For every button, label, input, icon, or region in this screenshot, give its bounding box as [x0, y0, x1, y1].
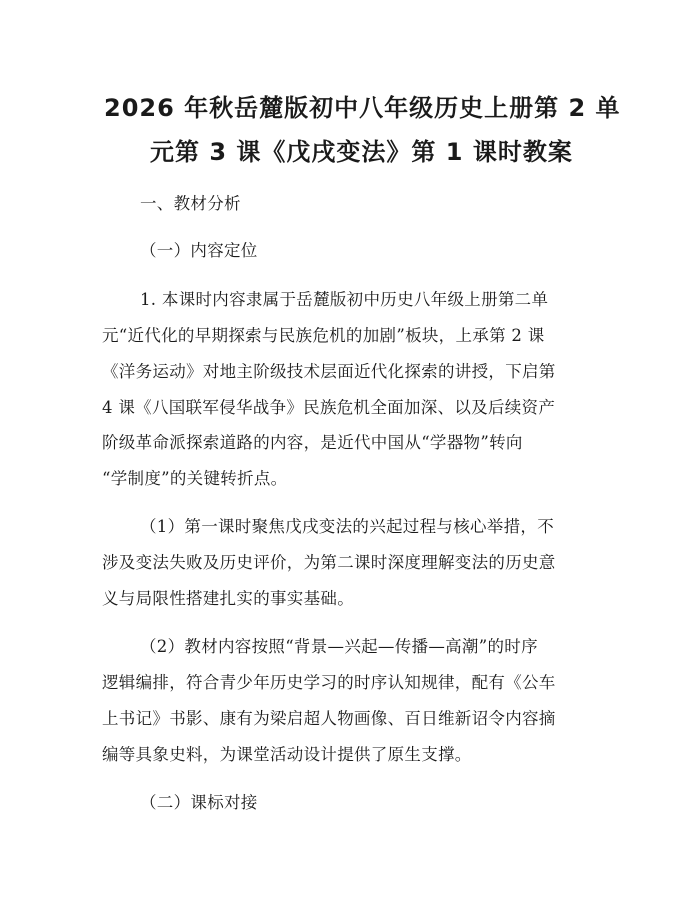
paragraph-line: 4 课《八国联军侵华战争》民族危机全面加深、以及后续资产: [102, 398, 556, 417]
subsection-heading-curriculum-alignment: （二）课标对接: [140, 793, 258, 812]
document-title-line-2: 元第 3 课《戊戌变法》第 1 课时教案: [150, 138, 573, 166]
paragraph-line: （2）教材内容按照“背景—兴起—传播—高潮”的时序: [140, 637, 538, 656]
paragraph-line: 逻辑编排，符合青少年历史学习的时序认知规律，配有《公车: [102, 673, 556, 692]
paragraph-line: 阶级革命派探索道路的内容，是近代中国从“学器物”转向: [102, 433, 523, 452]
paragraph-line: 1. 本课时内容隶属于岳麓版初中历史八年级上册第二单: [140, 290, 549, 309]
paragraph-line: （1）第一课时聚焦戊戌变法的兴起过程与核心举措，不: [140, 517, 554, 536]
paragraph-line: 编等具象史料，为课堂活动设计提供了原生支撑。: [102, 745, 472, 764]
document-title-line-1: 2026 年秋岳麓版初中八年级历史上册第 2 单: [104, 94, 621, 122]
subsection-heading-content-positioning: （一）内容定位: [140, 241, 258, 260]
paragraph-line: 义与局限性搭建扎实的事实基础。: [102, 589, 354, 608]
paragraph-line: 元“近代化的早期探索与民族危机的加剧”板块，上承第 2 课: [102, 326, 545, 345]
paragraph-line: 《洋务运动》对地主阶级技术层面近代化探索的讲授，下启第: [102, 362, 556, 381]
paragraph-line: 上书记》书影、康有为梁启超人物画像、百日维新诏令内容摘: [102, 709, 556, 728]
section-heading-teaching-material-analysis: 一、教材分析: [140, 194, 241, 213]
paragraph-line: “学制度”的关键转折点。: [102, 469, 288, 488]
paragraph-line: 涉及变法失败及历史评价，为第二课时深度理解变法的历史意: [102, 553, 556, 572]
